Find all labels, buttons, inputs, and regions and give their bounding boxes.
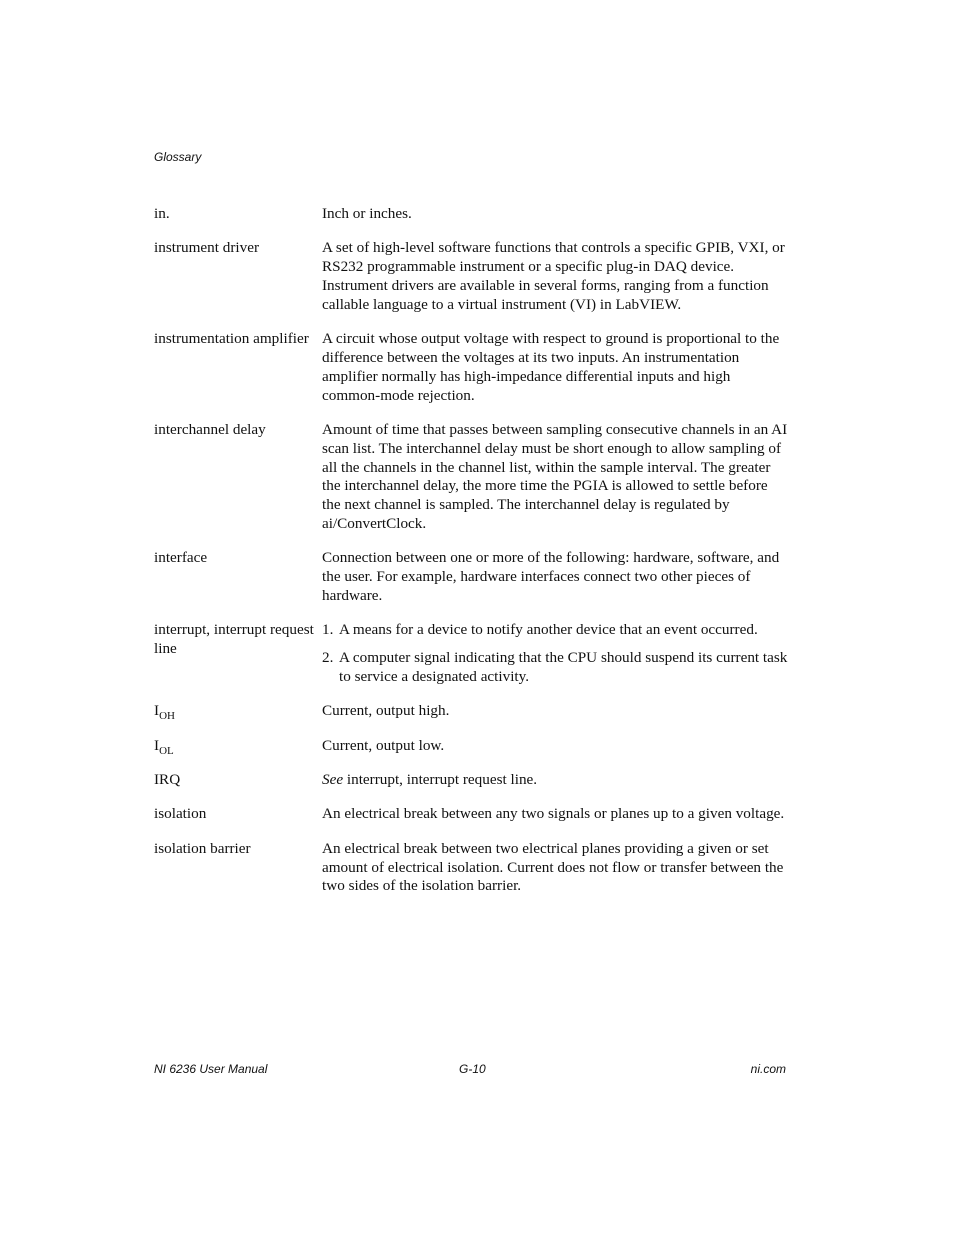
glossary-entry <box>154 702 789 721</box>
term-subscript: OH <box>159 710 175 723</box>
glossary-definition: Inch or inches. <box>322 205 412 222</box>
cross-reference-link: interrupt, interrupt request line. <box>346 771 538 789</box>
glossary-entry <box>154 840 789 896</box>
glossary-term: isolation <box>154 805 207 823</box>
glossary-entry <box>154 205 789 224</box>
glossary-term: IRQ <box>154 771 181 789</box>
glossary-entry <box>154 805 789 824</box>
item-number: 1. <box>322 621 334 639</box>
glossary-term <box>154 737 322 756</box>
item-text: A means for a device to notify another device that an event occurred. <box>339 621 758 639</box>
glossary-entry <box>154 239 789 314</box>
footer-website: ni.com <box>750 1062 786 1076</box>
glossary-definition: An electrical break between two electrical planes providing a given or set amount of electrical isolation. Current does not flow or transfer between the two sides of the isolation barrier. <box>322 839 784 895</box>
glossary-term <box>154 702 322 721</box>
glossary-definition: Connection between one or more of the following: hardware, software, and the user. For example, hardware interfaces connect two other pieces of hardware. <box>322 549 780 604</box>
glossary-definition: Amount of time that passes between sampling consecutive channels in an AI scan list. The interchannel delay must be short enough to allow sampling of all the channels in the channel list, within the sample interval. The greater the interchannel delay, the more time the PGIA is allowed to settle before the next channel is sampled. The interchannel delay is regulated by ai/ConvertClock. <box>322 420 788 532</box>
glossary-term: isolation barrier <box>154 839 251 857</box>
glossary-entry <box>154 737 789 756</box>
footer-page-number: G-10 <box>459 1062 486 1076</box>
term-base: I <box>154 736 160 754</box>
glossary-term: interchannel delay <box>154 420 266 438</box>
running-header: Glossary <box>154 150 202 164</box>
glossary-definition: An electrical break between any two signals or planes up to a given voltage. <box>322 805 785 823</box>
glossary-definition: A set of high-level software functions that controls a specific GPIB, VXI, or RS232 programmable instrument or a specific plug-in DAQ device. Instrument drivers are available in several forms, ranging from a function callable language to a virtual instrument (VI) in LabVIEW. <box>322 239 785 313</box>
glossary-definition: Current, output high. <box>322 702 450 720</box>
glossary-term: instrumentation amplifier <box>154 330 309 348</box>
see-reference-label: See <box>322 771 344 789</box>
definition-list <box>322 621 789 686</box>
term-base: I <box>154 702 160 720</box>
glossary-list <box>154 205 789 912</box>
glossary-definition: Current, output low. <box>322 736 445 754</box>
definition-item <box>322 621 789 640</box>
item-text: A computer signal indicating that the CPU should suspend its current task to service a designated activity. <box>339 649 788 685</box>
footer-manual-title: NI 6236 User Manual <box>154 1062 268 1076</box>
glossary-entry <box>154 771 789 790</box>
definition-item <box>322 649 789 687</box>
glossary-term: interface <box>154 549 208 567</box>
glossary-entry <box>154 330 789 405</box>
glossary-entry <box>154 621 789 686</box>
glossary-term: interrupt, interrupt request line <box>154 621 314 658</box>
item-number: 2. <box>322 649 334 667</box>
term-subscript: OL <box>159 744 174 757</box>
glossary-definition <box>322 771 789 790</box>
glossary-entry <box>154 421 789 534</box>
glossary-definition: A circuit whose output voltage with respect to ground is proportional to the difference between the voltages at its two inputs. An instrumentation amplifier normally has high-impedance differential inputs and high common-mode rejection. <box>322 330 780 404</box>
glossary-term: in. <box>154 205 170 222</box>
glossary-entry <box>154 549 789 605</box>
glossary-term: instrument driver <box>154 239 260 257</box>
